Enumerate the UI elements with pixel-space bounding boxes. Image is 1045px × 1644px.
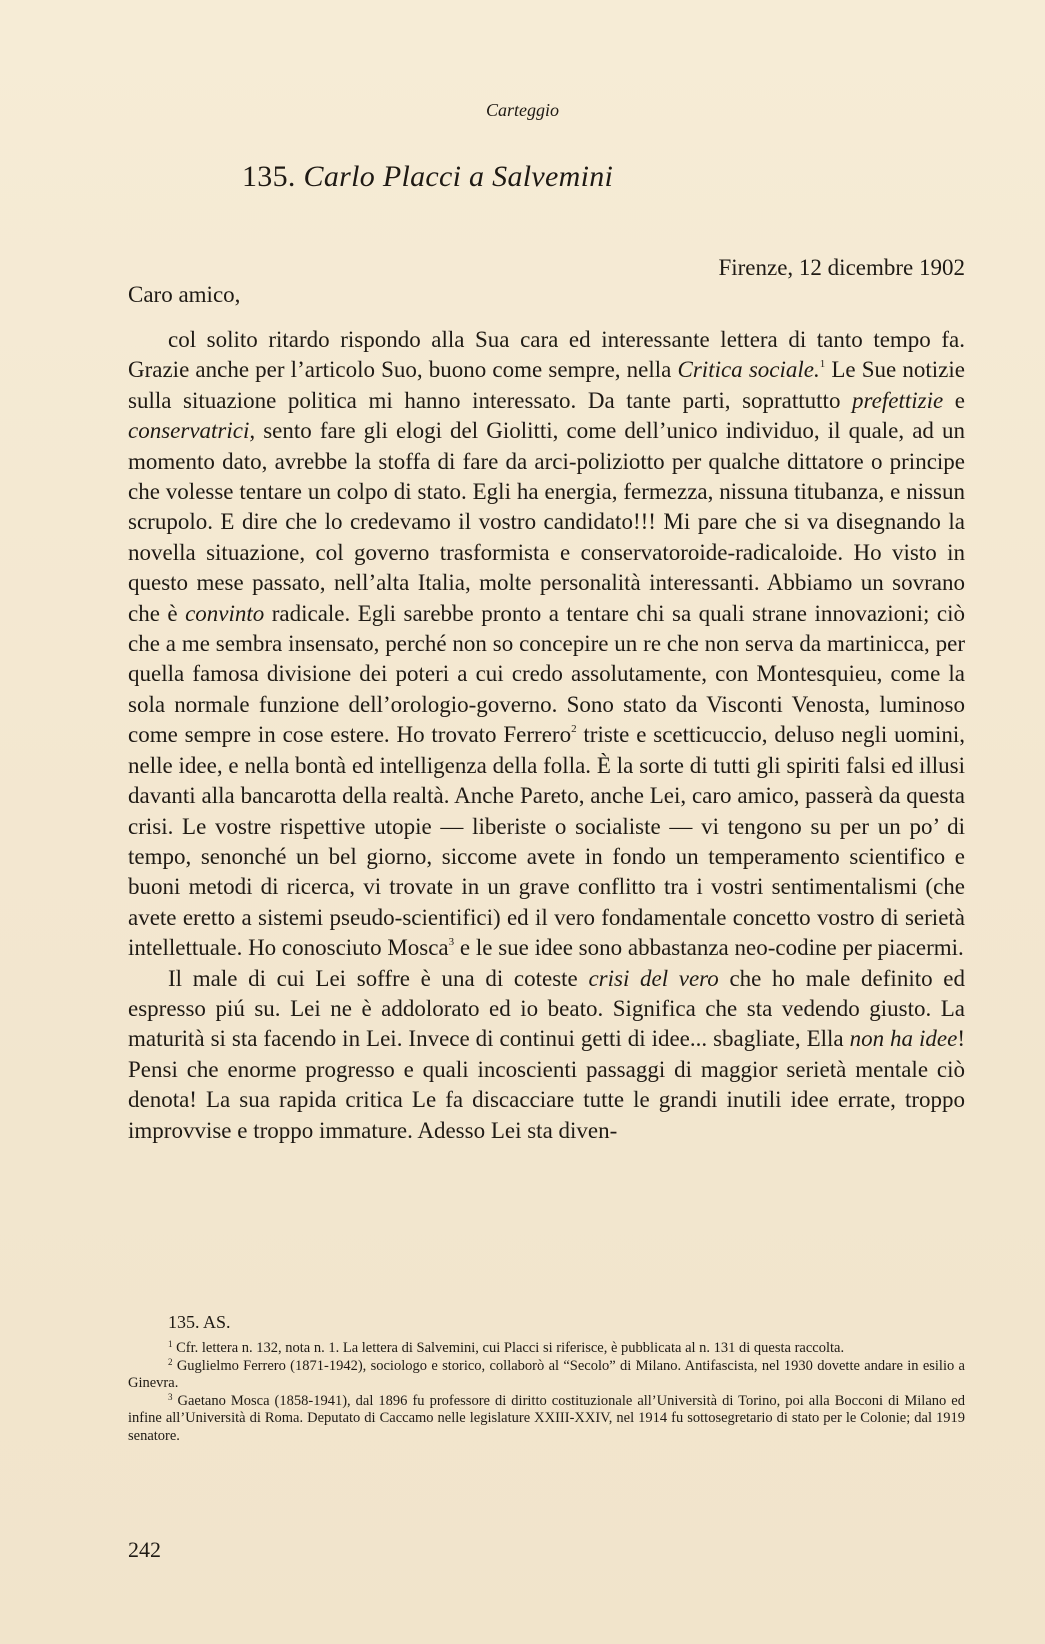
page-number: 242: [128, 1537, 161, 1562]
source-note: 135. AS.: [168, 1312, 231, 1332]
running-head: Carteggio: [485, 100, 559, 120]
letter-title: [242, 160, 613, 194]
footnote-ref-1[interactable]: 1: [819, 358, 826, 371]
footnote-1: $^1$ Cfr. lettera n. 132, nota n. 1. La lettera di Salvemini, cui Placci si riferisce, è pubblicata al n. 131 di questa raccolta.: [168, 1339, 845, 1356]
footnote-2: $^2$ Guglielmo Ferrero (1871-1942), sociologo e storico, collaborò al “Secolo” di Milano. Antifascista, nel 1930 dovette andare in esilio a Ginevra.: [128, 1356, 965, 1391]
footnote-3: $^3$ Gaetano Mosca (1858-1941), dal 1896 fu professore di diritto costituzionale all’Università di Torino, poi alla Bocconi di Milano ed infine all’Università di Roma. Deputato di Caccamo nelle legislature XXIII-XXIV, nel 1914 fu sottosegretario di stato per le Colonie; dal 1919 senatore.: [128, 1391, 965, 1444]
letter-heading: Carlo Placci a Salvemini: [303, 160, 614, 193]
footnote-ref-3[interactable]: 3: [448, 936, 455, 949]
footnote-ref-2[interactable]: 2: [571, 723, 577, 736]
footnotes: [128, 1340, 965, 1445]
dateline: Firenze, 12 dicembre 1902: [718, 255, 965, 280]
paragraph-2: Il male di cui Lei soffre è una di coteste crisi del vero che ho male definito ed espresso piú su. Lei ne è addolorato ed io beato. Significa che sta vedendo giusto. La maturità si sta facendo in Lei. Invece di continui getti di idee... sbagliate, Ella non ha idee! Pensi che enorme progresso e quali incoscienti passaggi di maggior serietà mentale ciò denota! La sua rapida critica Le fa discacciare tutte le grandi inutili idee errate, troppo improvvise e troppo immature. Adesso Lei sta diven-: [128, 965, 965, 1143]
letter-body: [128, 325, 965, 1146]
salutation: Caro amico,: [128, 282, 241, 307]
letter-number: 135.: [242, 160, 296, 193]
paragraph-1: col solito ritardo rispondo alla Sua cara ed interessante lettera di tanto tempo fa. Grazie anche per l’articolo Suo, buono come sempre, nella Critica sociale.$^1$ Le Sue notizie sulla situazione politica mi hanno interessato. Da tante parti, soprattutto prefettizie e conservatrici, sento fare gli elogi del Giolitti, come dell’unico individuo, il quale, ad un momento dato, avrebbe la stoffa di fare da arci-poliziotto per qualche dittatore o principe che volesse tentare un colpo di stato. Egli ha energia, fermezza, nissuna titubanza, e nissun scrupolo. E dire che lo credevamo il vostro candidato!!! Mi pare che si va disegnando la novella situazione, col governo trasformista e conservatoroide-radicaloide. Ho visto in questo mese passato, nell’alta Italia, molte personalità interessanti. Abbiamo un sovrano che è convinto radicale. Egli sarebbe pronto a tentare chi sa quali strane innovazioni; ciò che a me sembra insensato, perché non so concepire un re che non serva da martinicca, per quella famosa divisione dei poteri a cui credo assolutamente, con Montesquieu, come la sola normale funzione dell’orologio-governo. Sono stato da Visconti Venosta, luminoso come sempre in cose estere. Ho trovato Ferrero$^2$ triste e scetticuccio, deluso negli uomini, nelle idee, e nella bontà ed intelligenza della folla. È la sorte di tutti gli spiriti falsi ed illusi davanti alla bancarotta della realtà. Anche Pareto, anche Lei, caro amico, passerà da questa crisi. Le vostre rispettive utopie — liberiste o socialiste — vi tengono su per un po’ di tempo, senonché un bel giorno, siccome avete in fondo un temperamento scientifico e buoni metodi di ricerca, vi trovate in un grave conflitto tra i vostri sentimentalismi (che avete eretto a sistemi pseudo-scientifici) ed il vero fondamentale concetto vostro di serietà intellettuale. Ho conosciuto Mosca$^3$ e le sue idee sono abbastanza neo-codine per piacermi.: [128, 327, 965, 961]
